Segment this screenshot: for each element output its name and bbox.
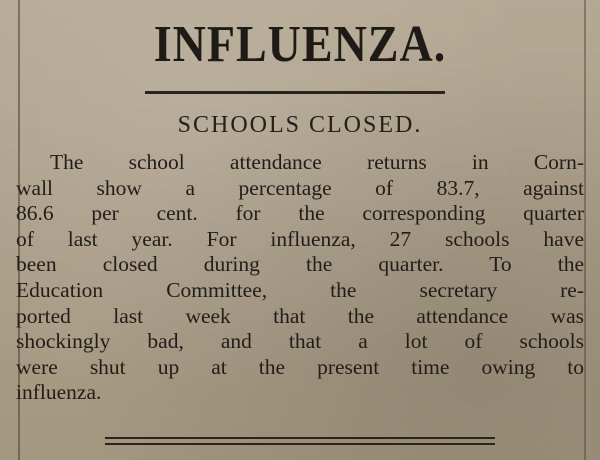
body-line: ported last week that the attendance was	[16, 303, 584, 328]
body-line: been closed during the quarter. To the	[16, 252, 584, 277]
body-line: wall show a percentage of 83.7, against	[16, 175, 584, 200]
bottom-rule	[105, 437, 495, 439]
body-line: of last year. For influenza, 27 schools have	[16, 226, 584, 251]
body-line: 86.6 per cent. for the corresponding quarter	[16, 201, 584, 226]
bottom-rule	[105, 443, 495, 445]
article-body	[16, 150, 584, 406]
body-line: The school attendance returns in Corn-	[50, 150, 584, 174]
headline: INFLUENZA.	[153, 15, 447, 73]
headline-rule	[145, 91, 445, 94]
body-line: influenza.	[16, 380, 102, 405]
subheading: SCHOOLS CLOSED.	[177, 112, 423, 138]
body-line: shockingly bad, and that a lot of schools	[16, 329, 584, 354]
body-line: were shut up at the present time owing to	[16, 354, 584, 379]
body-line: Education Committee, the secretary re-	[16, 277, 584, 302]
